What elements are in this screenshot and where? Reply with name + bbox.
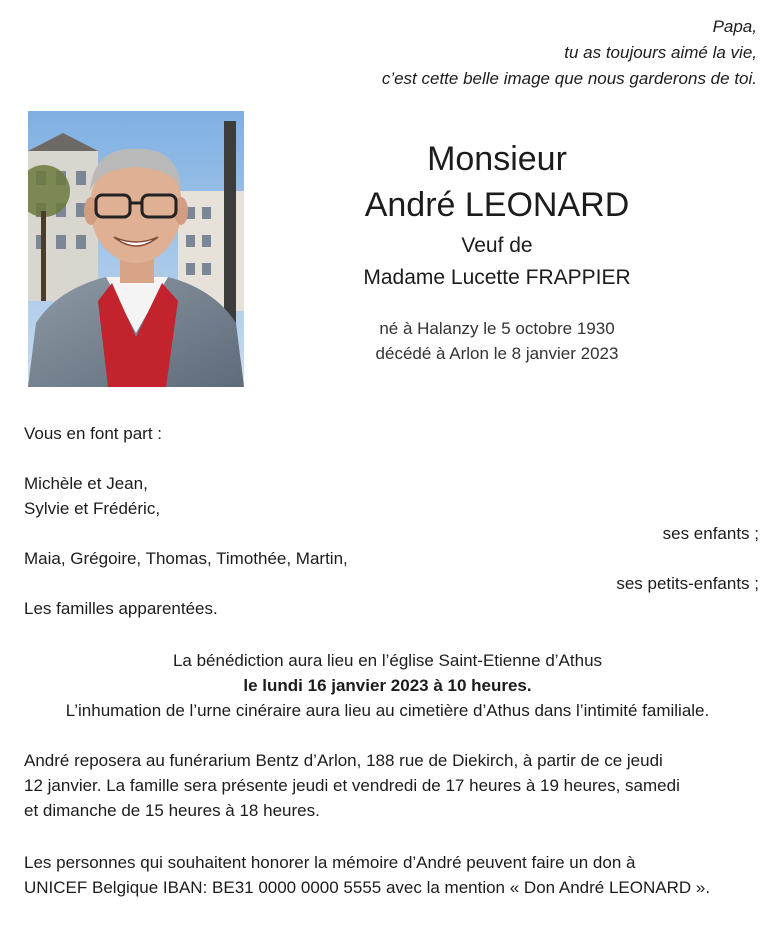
- deceased-header: [262, 136, 732, 366]
- visitation-info: [24, 748, 754, 823]
- spouse-name: Madame Lucette FRAPPIER: [363, 266, 631, 289]
- children-line: Michèle et Jean,: [24, 474, 148, 493]
- deceased-name: André LEONARD: [364, 186, 630, 224]
- quote-line: tu as toujours aimé la vie,: [564, 43, 757, 62]
- life-dates: [262, 316, 732, 366]
- portrait-photo: [28, 111, 244, 387]
- relatives-line: Les familles apparentées.: [24, 599, 218, 618]
- children-label: ses enfants ;: [662, 524, 759, 543]
- donation-line: Les personnes qui souhaitent honorer la mémoire d’André peuvent faire un don à: [24, 853, 636, 872]
- announcement: Vous en font part :: [24, 424, 162, 443]
- donation-info: [24, 850, 754, 900]
- grandchildren-label: ses petits-enfants ;: [616, 574, 759, 593]
- epitaph-quote: [197, 14, 757, 92]
- ceremony-info: [0, 648, 775, 723]
- quote-line: Papa,: [712, 17, 757, 36]
- visitation-line: et dimanche de 15 heures à 18 heures.: [24, 801, 320, 820]
- ceremony-date: le lundi 16 janvier 2023 à 10 heures.: [243, 676, 532, 695]
- visitation-line: 12 janvier. La famille sera présente jeudi et vendredi de 17 heures à 19 heures, samedi: [24, 776, 680, 795]
- portrait-photo-icon: [28, 111, 244, 387]
- visitation-line: André reposera au funérarium Bentz d’Arlon, 188 rue de Diekirch, à partir de ce jeudi: [24, 751, 663, 770]
- honorific: Monsieur: [427, 140, 567, 178]
- ceremony-location: La bénédiction aura lieu en l’église Saint-Etienne d’Athus: [172, 651, 603, 670]
- widow-label: Veuf de: [461, 234, 533, 257]
- death-line: décédé à Arlon le 8 janvier 2023: [375, 344, 619, 363]
- donation-line: UNICEF Belgique IBAN: BE31 0000 0000 5555 avec la mention « Don André LEONARD ».: [24, 878, 711, 897]
- grandchildren-line: Maia, Grégoire, Thomas, Timothée, Martin,: [24, 549, 348, 568]
- quote-line: c’est cette belle image que nous garderons de toi.: [381, 69, 757, 88]
- family-list: [24, 471, 759, 621]
- burial-info: L’inhumation de l’urne cinéraire aura lieu au cimetière d’Athus dans l’intimité familiale.: [65, 701, 710, 720]
- birth-line: né à Halanzy le 5 octobre 1930: [379, 319, 615, 338]
- children-line: Sylvie et Frédéric,: [24, 499, 161, 518]
